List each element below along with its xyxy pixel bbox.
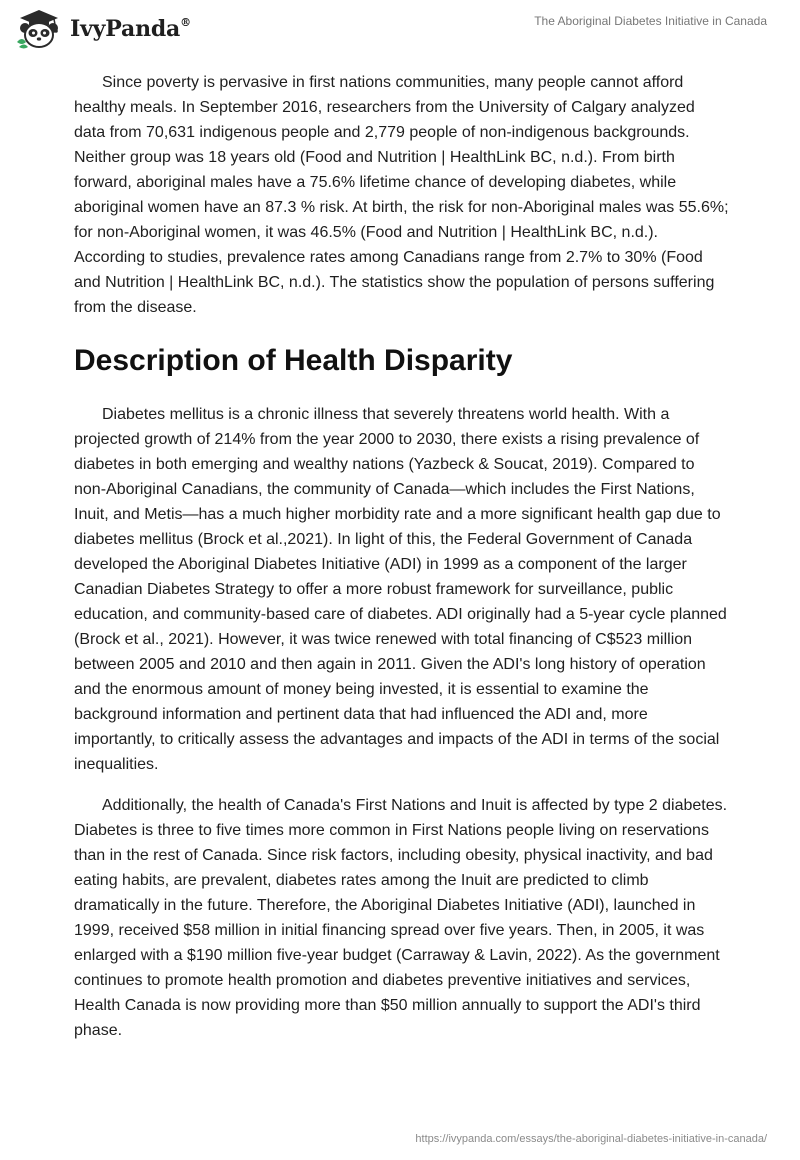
paragraph-poverty: Since poverty is pervasive in first nations communities, many people cannot afford healthy meals. In September 2016, researchers from the University of Calgary analyzed data from 70,631 indigenous people and 2,779 people of non-indigenous backgrounds. Neither group was 18 years old (Food and Nutrition | HealthLink BC, n.d.). From birth forward, aboriginal males have a 75.6% lifetime chance of developing diabetes, while aboriginal women have an 87.3 % risk. At birth, the risk for non-Aboriginal males was 55.6%; for non-Aboriginal women, it was 46.5% (Food and Nutrition | HealthLink BC, n.d.). According to studies, prevalence rates among Canadians range from 2.7% to 30% (Food and Nutrition | HealthLink BC, n.d.). The statistics show the population of persons suffering from the disease. — [74, 74, 729, 316]
paragraph-type2-diabetes: Additionally, the health of Canada's First Nations and Inuit is affected by type 2 diabetes. Diabetes is three to five times more common in First Nations people living on reservations than in the rest of Canada. Since risk factors, including obesity, physical inactivity, and bad eating habits, are prevalent, diabetes rates among the Inuit are predicted to climb dramatically in the future. Therefore, the Aboriginal Diabetes Initiative (ADI), launched in 1999, received $58 million in initial financing spread over five years. Then, in 2005, it was enlarged with a $190 million five-year budget (Carraway & Lavin, 2022). As the government continues to promote health promotion and diabetes preventive initiatives and services, Health Canada is now providing more than $50 million annually to support the ADI's third phase. — [74, 797, 728, 1039]
document-title: The Aboriginal Diabetes Initiative in Canada — [534, 14, 767, 28]
ivypanda-logo[interactable] — [14, 8, 191, 50]
essay-content — [74, 70, 730, 1059]
source-url[interactable]: https://ivypanda.com/essays/the-aboriginal-diabetes-initiative-in-canada/ — [415, 1133, 767, 1145]
panda-graduate-icon — [14, 8, 64, 50]
section-heading: Description of Health Disparity — [74, 344, 513, 377]
brand-name: IvyPanda® — [70, 15, 191, 42]
paragraph-diabetes-mellitus: Diabetes mellitus is a chronic illness that severely threatens world health. With a projected growth of 214% from the year 2000 to 2030, there exists a rising prevalence of diabetes in both emerging and wealthy nations (Yazbeck & Soucat, 2019). Compared to non-Aboriginal Canadians, the community of Canada—which includes the First Nations, Inuit, and Metis—has a much higher morbidity rate and a more significant health gap due to diabetes mellitus (Brock et al.,2021). In light of this, the Federal Government of Canada developed the Aboriginal Diabetes Initiative (ADI) in 1999 as a component of the larger Canadian Diabetes Strategy to offer a more robust framework for surveillance, public education, and community-based care of diabetes. ADI originally had a 5-year cycle planned (Brock et al., 2021). However, it was twice renewed with total financing of C$523 million between 2005 and 2010 and then again in 2011. Given the ADI's long history of operation and the enormous amount of money being invested, it is essential to examine the background information and pertinent data that had influenced the ADI and, more importantly, to critically assess the advantages and impacts of the ADI in terms of the social inequalities. — [74, 406, 727, 773]
page-header — [0, 0, 800, 60]
